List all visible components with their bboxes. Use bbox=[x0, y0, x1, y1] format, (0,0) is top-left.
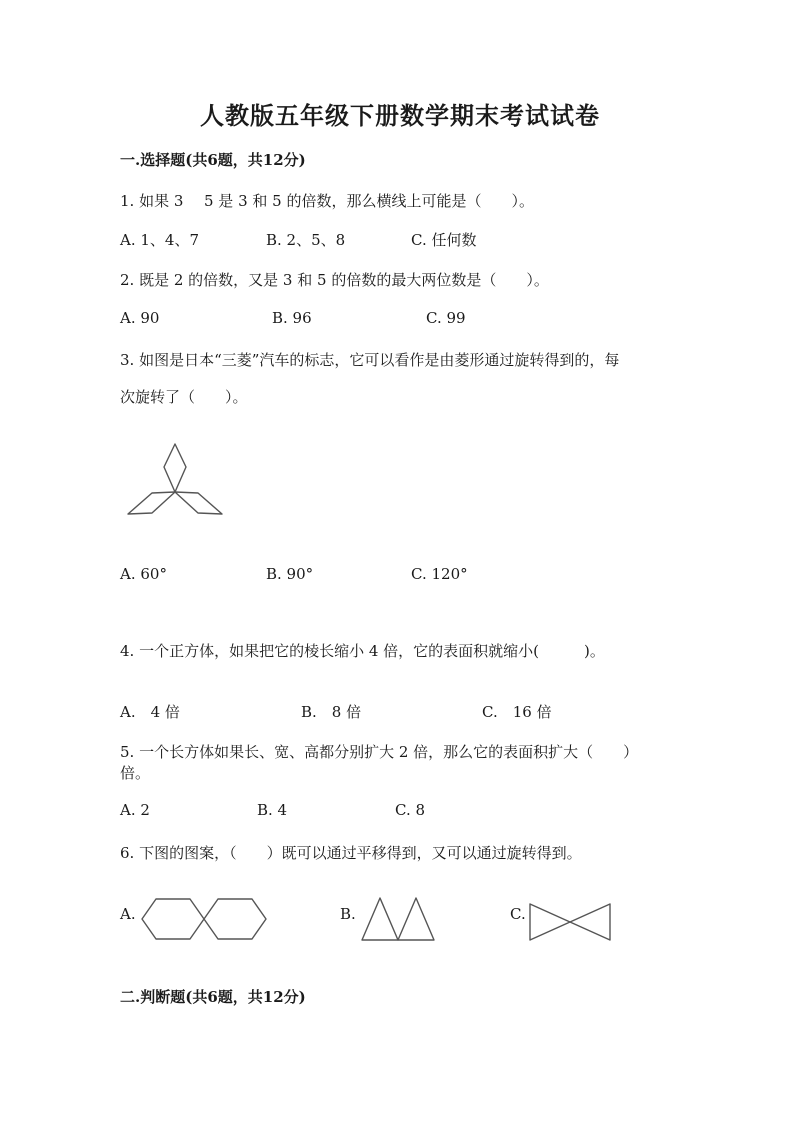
triangle-right bbox=[398, 898, 434, 940]
q4-option-b: B. 8 倍 bbox=[301, 703, 362, 721]
hexagon-right bbox=[204, 899, 266, 939]
rhombus-right bbox=[175, 492, 222, 514]
question-5-text-line1: 5. 一个长方体如果长、宽、高都分别扩大 2 倍，那么它的表面积扩大（ ） bbox=[120, 743, 639, 761]
q1-option-c: C. 任何数 bbox=[411, 231, 477, 249]
rhombus-top bbox=[164, 444, 186, 492]
mitsubishi-logo-figure bbox=[120, 440, 230, 520]
two-hexagons-figure bbox=[140, 898, 270, 942]
q6-option-b-label: B. bbox=[340, 905, 356, 923]
q3-option-b: B. 90° bbox=[266, 565, 314, 583]
question-3-text-line1: 3. 如图是日本“三菱”汽车的标志，它可以看作是由菱形通过旋转得到的，每 bbox=[120, 351, 620, 369]
question-4-text: 4. 一个正方体，如果把它的棱长缩小 4 倍，它的表面积就缩小( )。 bbox=[120, 642, 605, 660]
q5-option-b: B. 4 bbox=[257, 801, 288, 819]
bowtie-figure bbox=[528, 902, 614, 942]
q3-option-a: A. 60° bbox=[120, 565, 167, 583]
q3-option-c: C. 120° bbox=[411, 565, 468, 583]
q4-option-a: A. 4 倍 bbox=[120, 703, 180, 721]
hexagon-left bbox=[142, 899, 204, 939]
page-title: 人教版五年级下册数学期末考试试卷 bbox=[200, 101, 600, 130]
triangle-left bbox=[362, 898, 398, 940]
q1-option-a: A. 1、4、7 bbox=[120, 231, 199, 249]
q4-option-c: C. 16 倍 bbox=[482, 703, 552, 721]
bowtie-left-triangle bbox=[530, 904, 570, 940]
q2-option-b: B. 96 bbox=[272, 309, 312, 327]
q5-option-a: A. 2 bbox=[120, 801, 150, 819]
q2-option-a: A. 90 bbox=[120, 309, 160, 327]
section-heading-judgment: 二.判断题(共6题，共12分) bbox=[120, 988, 306, 1006]
question-1-text-part2: 5 是 3 和 5 的倍数，那么横线上可能是（ ）。 bbox=[204, 192, 534, 210]
question-2-text: 2. 既是 2 的倍数，又是 3 和 5 的倍数的最大两位数是（ ）。 bbox=[120, 271, 549, 289]
rhombus-left bbox=[128, 492, 175, 514]
question-5-text-line2: 倍。 bbox=[120, 764, 151, 782]
q6-option-a-label: A. bbox=[120, 905, 136, 923]
q5-option-c: C. 8 bbox=[395, 801, 426, 819]
q1-option-b: B. 2、5、8 bbox=[266, 231, 346, 249]
question-1-text-part1: 1. 如果 3 bbox=[120, 192, 184, 210]
q6-option-c-label: C. bbox=[510, 905, 526, 923]
section-heading-choice: 一.选择题(共6题，共12分) bbox=[120, 151, 306, 169]
q2-option-c: C. 99 bbox=[426, 309, 466, 327]
bowtie-right-triangle bbox=[570, 904, 610, 940]
question-6-text: 6. 下图的图案，（ ）既可以通过平移得到，又可以通过旋转得到。 bbox=[120, 844, 582, 862]
question-3-text-line2: 次旋转了（ ）。 bbox=[120, 388, 248, 406]
two-triangles-figure bbox=[360, 896, 438, 942]
